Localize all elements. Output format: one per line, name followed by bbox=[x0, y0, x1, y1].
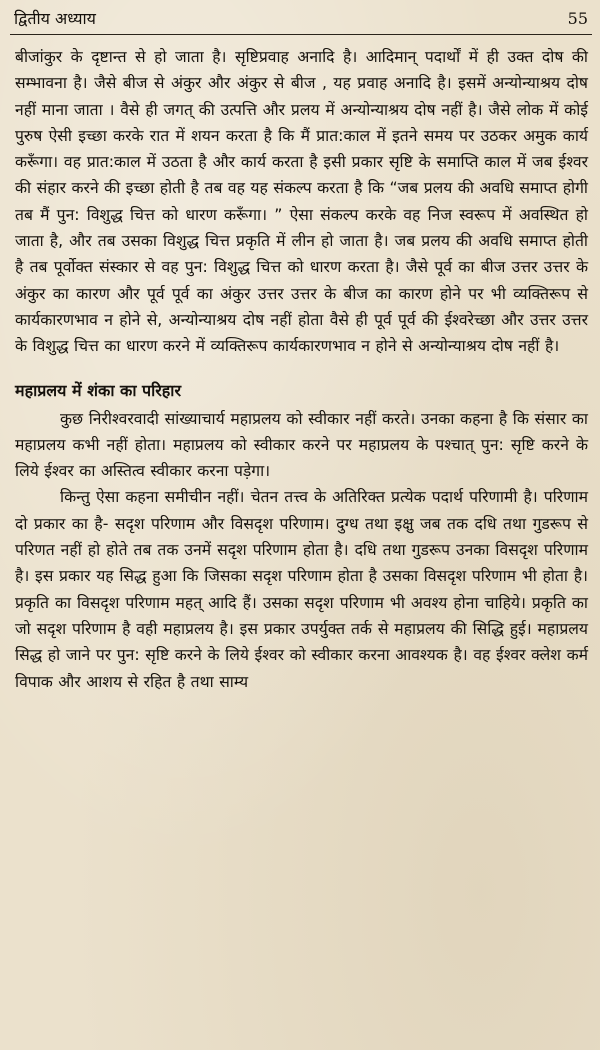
section-paragraph-1: कुछ निरीश्वरवादी सांख्याचार्य महाप्रलय को स्वीकार नहीं करते। उनका कहना है कि संसार का महाप्रलय कभी नहीं होता। महाप्रलय को स्वीकार करने पर महाप्रलय के पश्चात् पुन: सृष्टि करने के लिये ईश्वर का अस्तित्व स्वीकार करना पड़ेगा। bbox=[15, 408, 588, 481]
paragraph-continuation: बीजांकुर के दृष्टान्त से हो जाता है। सृष्टिप्रवाह अनादि है। आदिमान् पदार्थों में ही उक्त दोष की सम्भावना है। जैसे बीज से अंकुर और अंकुर से बीज , यह प्रवाह अनादि है। इसमें अन्योन्याश्रय दोष नहीं माना जाता । वैसे ही जगत् की उत्पत्ति और प्रलय में अन्योन्याश्रय दोष नहीं है। जैसे लोक में कोई पुरुष ऐसी इच्छा करके रात में शयन करता है कि मैं प्रात:काल में इतने समय पर उठकर अमुक कार्य करूँगा। वह प्रात:काल में उठता है और कार्य करता है इसी प्रकार सृष्टि के समाप्ति काल में जब ईश्वर की संहार करने की इच्छा होती है तब वह यह संकल्प करता है कि “जब प्रलय की अवधि समाप्त होगी तब मैं पुन: विशुद्ध चित्त को धारण करूँगा। ” ऐसा संकल्प करके वह निज स्वरूप में अवस्थित हो जाता है, और तब उसका विशुद्ध चित्त प्रकृति में लीन हो जाता है। जब प्रलय की अवधि समाप्त होती है तब पूर्वोक्त संस्कार से वह पुन: विशुद्ध चित्त को धारण करता है। जैसे पूर्व का बीज उत्तर उत्तर के अंकुर का कारण और पूर्व पूर्व का अंकुर उत्तर उत्तर के बीज का कारण होने पर भी व्यक्तिरूप से कार्यकारणभाव न होने से, अन्योन्याश्रय दोष नहीं होता वैसे ही पूर्व पूर्व की ईश्वरेच्छा और उत्तर उत्तर के विशुद्ध चित्त का धारण करने में व्यक्तिरूप कार्यकारणभाव न होने से अन्योन्याश्रय दोष नहीं है। bbox=[15, 47, 588, 356]
header-rule bbox=[10, 34, 592, 35]
page-number: 55 bbox=[567, 9, 588, 28]
section-heading: महाप्रलय में शंका का परिहार bbox=[15, 380, 181, 400]
section-paragraph-2: किन्तु ऐसा कहना समीचीन नहीं। चेतन तत्त्व के अतिरिक्त प्रत्येक पदार्थ परिणामी है। परिणाम दो प्रकार का है- सदृश परिणाम और विसदृश परिणाम। दुग्ध तथा इक्षु जब तक दधि तथा गुडरूप से परिणत नहीं हो होते तब तक उनमें सदृश परिणाम होता है। दधि तथा गुडरूप उनका विसदृश परिणाम है। इस प्रकार यह सिद्ध हुआ कि जिसका सदृश परिणाम होता है उसका विसदृश परिणाम भी होता है। प्रकृति का विसदृश परिणाम महत् आदि हैं। उसका सदृश परिणाम भी अवश्य होना चाहिये। प्रकृति का जो सदृश परिणाम है वही महाप्रलय है। इस प्रकार उपर्युक्त तर्क से महाप्रलय की सिद्धि हुई। महाप्रलय सिद्ध हो जाने पर पुन: सृष्टि करने के लिये ईश्वर को स्वीकार करना आवश्यक है। वह ईश्वर क्लेश कर्म विपाक और आशय से रहित है तथा साम्य bbox=[15, 487, 588, 691]
page-body bbox=[15, 44, 588, 695]
chapter-title: द्वितीय अध्याय bbox=[14, 9, 96, 28]
running-header bbox=[14, 6, 588, 32]
